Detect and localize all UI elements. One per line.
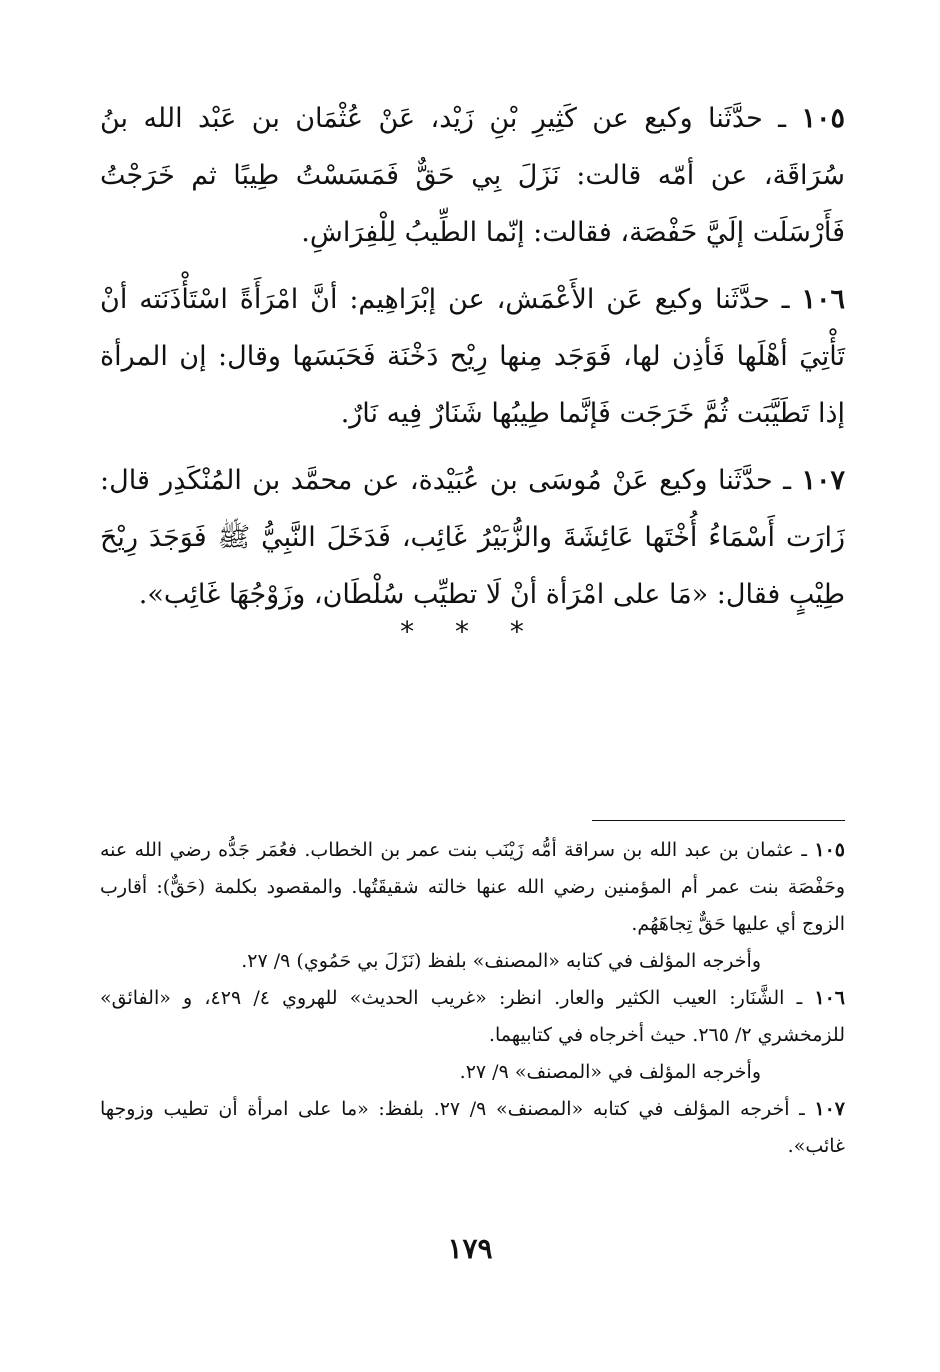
footnotes [100, 832, 845, 1165]
footnote-divider [592, 820, 845, 821]
hadith-text: حدَّثَنا وكيع عَنْ مُوسَى بن عُبَيْدة، عن محمَّد بن المُنْكَدِر قال: زَارَت أَسْمَاءُ أُخْتَها عَائِشَةَ والزُّبَيْرُ غَائِب، فَدَخَلَ النَّبِيُّ ﷺ فَوَجَدَ رِيْحَ طِيْبٍ فقال: «مَا على امْرَأة أنْ لَا تطيِّب سُلْطَان، وزَوْجُهَا غَائِب». [100, 465, 845, 610]
page-number: ١٧٩ [447, 1232, 493, 1265]
hadith-number: ١٠٥ [801, 103, 845, 134]
dash: ـ [799, 1098, 805, 1120]
footnote-text: عثمان بن عبد الله بن سراقة أمُّه زَيْنَب بنت عمر بن الخطاب. فعُمَر جَدُّه رضي الله عنه وحَفْصَة بنت عمر أم المؤمنين رضي الله عنها خالته شقيقَتُها. والمقصود بكلمة (حَقٌّ): أقارب الزوج أي عليها حَقٌّ تِجاهَهُم. [100, 839, 845, 935]
footnote-text: أخرجه المؤلف في كتابه «المصنف» ٩/ ٢٧. بلفظ: «ما على امرأة أن تطيب وزوجها غائب». [100, 1098, 845, 1157]
hadith-number: ١٠٧ [801, 465, 845, 496]
dash: ـ [796, 987, 803, 1009]
footnote-text: الشَّنَار: العيب الكثير والعار. انظر: «غريب الحديث» للهروي ٤/ ٤٢٩، و «الفائق» للزمخشري ٢/ ٢٦٥. حيث أخرجاه في كتابيهما. [100, 987, 845, 1046]
footnote-number: ١٠٦ [814, 987, 845, 1009]
dash: ـ [801, 839, 807, 861]
section-separator: * * * [400, 615, 540, 648]
dash: ـ [781, 284, 790, 315]
dash: ـ [783, 465, 792, 496]
hadith-number: ١٠٦ [801, 284, 845, 315]
footnote-107 [100, 1091, 845, 1165]
footnote-number: ١٠٧ [814, 1098, 845, 1120]
hadith-106 [100, 271, 845, 442]
footnote-106 [100, 980, 845, 1091]
footnote-text: وأخرجه المؤلف في «المصنف» ٩/ ٢٧. [459, 1061, 761, 1083]
dash: ـ [778, 103, 787, 134]
footnote-105 [100, 832, 845, 980]
hadith-107 [100, 452, 845, 623]
hadith-text: حدَّثَنا وكيع عَن الأَعْمَش، عن إبْرَاهِيم: أنَّ امْرَأَةً اسْتَأْذَنَته أنْ تَأْتِيَ أهْلَها فَأذِن لها، فَوَجَد مِنها رِيْح دَخْنَة فَحَبَسَها وقال: إن المرأة إذا تَطَيَّبَت ثُمَّ خَرَجَت فَإنَّما طِيبُها شَنَارٌ فِيه نَارٌ. [100, 284, 845, 429]
main-text [100, 90, 845, 633]
footnote-text: وأخرجه المؤلف في كتابه «المصنف» بلفظ (نَزَلَ بي حَمُوي) ٩/ ٢٧. [241, 950, 761, 972]
hadith-text: حدَّثَنا وكيع عن كَثِيرِ بْنِ زَيْد، عَنْ عُثْمَان بن عَبْد الله بنُ سُرَاقَة، عن أمّه قالت: نَزَلَ بِي حَقٌّ فَمَسَسْتُ طِيبًا ثم خَرَجْتُ فَأَرْسَلَت إلَيَّ حَفْصَة، فقالت: إنّما الطِّيبُ لِلْفِرَاشِ. [100, 103, 845, 248]
hadith-105 [100, 90, 845, 261]
footnote-number: ١٠٥ [814, 839, 845, 861]
